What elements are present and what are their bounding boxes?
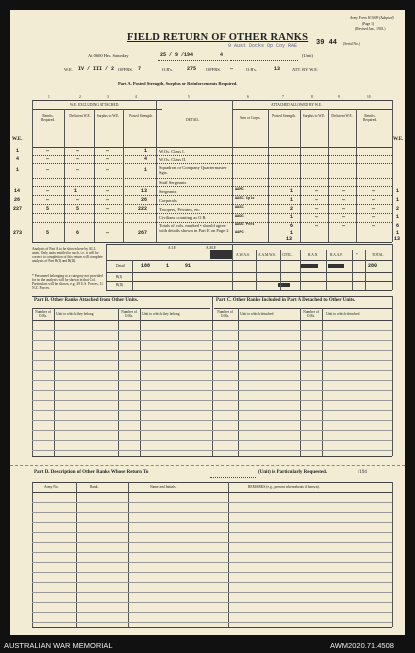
return-date: 25 / 9 /194 (160, 52, 194, 58)
analysis-star: * (356, 253, 358, 257)
row-detail: Civilians counting as O.R. (159, 215, 207, 220)
ors-att-label: O.R's. (246, 67, 258, 72)
ruled-line (32, 370, 392, 371)
row-we: 227 (13, 206, 23, 212)
row-c1: 5 (46, 206, 50, 212)
offrs-att-label: OFFRS. (206, 67, 221, 72)
part-c-title: Part C. Other Ranks Included in Part A Detached to Other Units. (216, 298, 356, 303)
form-title: FIELD RETURN OF OTHER RANKS (127, 32, 309, 43)
ruled-line (32, 380, 392, 381)
row-c2: 1 (74, 188, 78, 194)
head-deficient: Deficient W.E. (69, 114, 91, 118)
row-c8: — (315, 197, 319, 203)
row-we2: 2 (396, 206, 400, 212)
row-detail: W.Os. Class II. (159, 157, 187, 162)
form-sheet (10, 10, 405, 635)
part-b-title: Part B. Other Ranks Attached from Other Units. (34, 298, 139, 303)
row-c9: — (342, 188, 346, 194)
row-detail: Squadron or Company Quartermaster Sgts. (159, 165, 227, 175)
ruled-line (32, 420, 392, 421)
part-c-col-num: Number of O.Rs. (217, 310, 233, 318)
row-arm: AAOC Pvts (235, 223, 255, 227)
head-surplus-2: Surplus to W.E. (302, 114, 326, 118)
analysis-ran: R.A.N. (308, 253, 319, 257)
row-c9: — (342, 206, 346, 212)
analysis-value-3: 91 (185, 263, 192, 269)
ruled-line (32, 430, 392, 431)
revised-date: (Revised Jan., 1943.) (355, 27, 386, 31)
row-detail-totals: Totals of cols. marked • should agree with details shown in Part E on Page 2 (159, 223, 229, 233)
serial-number: 39 44 (316, 39, 338, 47)
part-d-unit-label: (Unit) is Particularly Requested. (258, 470, 328, 475)
row-c2: — (76, 197, 80, 203)
ruled-line (32, 450, 392, 451)
head-posted-strength: Posted Strength. (129, 114, 153, 118)
analysis-awas: A.W.A.S. (236, 253, 250, 257)
row-c10: — (372, 206, 376, 212)
row-we: 4 (16, 156, 20, 162)
row-we-total: 273 (13, 230, 23, 236)
we-side-right: W.E. (393, 137, 404, 142)
row-c10: — (372, 197, 376, 203)
row-we: 26 (14, 197, 21, 203)
row-c1: — (46, 197, 50, 203)
serial-label: (Serial No.) (343, 42, 360, 46)
ruled-line (32, 622, 392, 623)
row-c10: — (372, 223, 376, 229)
analysis-row-b2: B(II) (116, 283, 124, 287)
ruled-line (32, 350, 392, 351)
ruled-line (32, 542, 392, 543)
part-b-col-unit-2: Unit to which they belong (142, 312, 180, 316)
analysis-aif-value: 188 (141, 263, 151, 269)
total-c7: 13 (286, 236, 293, 242)
part-d-col-army-no: Army No. (44, 485, 59, 489)
analysis-row-b1: B(I) (116, 275, 122, 279)
row-c1: — (46, 188, 50, 194)
part-b-col-num-2: Number of O.Rs. (121, 310, 137, 318)
redaction-block (328, 264, 344, 268)
row-c4: 26 (141, 197, 148, 203)
col-num-5: 5 (188, 95, 190, 99)
ruled-line (32, 410, 392, 411)
total-we2: 13 (394, 236, 401, 242)
row-c4: 4 (144, 156, 148, 162)
row-we: 14 (14, 188, 21, 194)
analysis-total: TOTAL (372, 253, 384, 257)
part-a-title: Part A. Posted Strength, Surplus or Reinforcements Required. (118, 81, 238, 86)
row-c9: — (342, 214, 346, 220)
ruled-line (32, 440, 392, 441)
row-c7: 1 (290, 230, 294, 236)
row-c2: — (76, 148, 80, 154)
row-c7: 1 (290, 197, 294, 203)
col-num-3: 3 (107, 95, 109, 99)
part-d-col-name: Name and Initials. (150, 485, 177, 489)
we-label: W.E. (64, 67, 73, 72)
row-c4: 222 (138, 206, 148, 212)
row-c3: — (106, 156, 110, 162)
col-num-8: 8 (311, 95, 313, 99)
part-c-col-unit-2: Unit to which detached (326, 312, 360, 316)
col-num-7: 7 (282, 95, 284, 99)
ors-att-value: 13 (274, 66, 281, 72)
ruled-line (32, 390, 392, 391)
head-arm-corps: Arm or Corps. (239, 116, 261, 120)
analysis-row-detail: Detail (116, 264, 125, 268)
analysis-raaf: R.A.A.F. (330, 253, 343, 257)
row-c2: 5 (76, 206, 80, 212)
ruled-line (32, 340, 392, 341)
analysis-amf-value: 1 (166, 263, 170, 269)
head-surplus: Surplus to W.E. (96, 114, 120, 118)
row-arm: AASC (235, 206, 244, 210)
row-c3: — (106, 188, 110, 194)
analysis-total-value: 280 (368, 263, 378, 269)
ruled-line (32, 522, 392, 523)
part-b-col-num: Number of O.Rs. (35, 310, 51, 318)
part-d-title: Part D. Description of Other Ranks Whose Return To (34, 470, 149, 475)
ruled-line (32, 400, 392, 401)
row-we2: 1 (396, 188, 400, 194)
form-reference: Army Form W.3009 (Adapted) (350, 16, 394, 20)
archive-footer (0, 637, 415, 653)
ors-label: O.R's. (162, 67, 174, 72)
page-number: (Page 1) (362, 22, 375, 26)
row-c2-total: 6 (76, 230, 80, 236)
row-c4: 1 (144, 148, 148, 154)
ruled-line (32, 532, 392, 533)
row-detail: Staff Sergeants (159, 180, 187, 185)
head-reinfts-required: Reinfts. Required. (40, 114, 56, 122)
row-arm: AASC Cpls (235, 197, 255, 201)
row-arm: AAMC (235, 188, 244, 192)
footer-accession: AWM2020.71.4508 (330, 641, 394, 650)
row-c4: 13 (141, 188, 148, 194)
row-c1: — (46, 148, 50, 154)
offrs-value: 7 (138, 66, 142, 72)
row-c3: — (106, 148, 110, 154)
row-c2: — (76, 167, 80, 173)
part-c-col-num-2: Number of O.Rs. (303, 310, 319, 318)
part-d-date: /194 (358, 470, 367, 475)
row-we2: 6 (396, 223, 400, 229)
unit-stamp: 9 Aust Docks Op Coy RAE (228, 43, 298, 49)
col-num-2: 2 (79, 95, 81, 99)
part-d-col-rank: Rank. (90, 485, 99, 489)
row-c9: — (342, 223, 346, 229)
analysis-footnote: * Personnel belonging to a category not provided for in the analysis will be shown in that Col. Particulars will be shown, e.g. 29 U.S. Forces, 11 N.Z. Forces. (32, 274, 103, 290)
col-num-9: 9 (338, 95, 340, 99)
row-detail: Corporals (159, 198, 177, 203)
head-deficient-2: Deficient W.E. (331, 114, 353, 118)
group-left-header: W.E. EXCLUDING ATTACHED. (70, 103, 120, 107)
ruled-line (32, 602, 392, 603)
row-we: 1 (16, 148, 20, 154)
part-c-col-unit: Unit to which detached (240, 312, 274, 316)
row-c4-total: 267 (138, 230, 148, 236)
head-reinfts-2: Reinfts. Required. (362, 114, 378, 122)
col-num-6: 6 (247, 95, 249, 99)
part-b-col-unit: Unit to which they belong (56, 312, 94, 316)
unit-label: (Unit) (302, 53, 313, 58)
ors-value: 275 (187, 66, 197, 72)
row-c7: 6 (290, 223, 294, 229)
row-c1-total: 5 (46, 230, 50, 236)
offrs-label: OFFRS. (118, 67, 133, 72)
row-c8: — (315, 214, 319, 220)
offrs-att-value: — (230, 66, 234, 72)
ruled-line (32, 552, 392, 553)
we-side-left: W.E. (12, 137, 23, 142)
row-c3: — (106, 206, 110, 212)
part-d-col-remarks: REMARKS (e.g., present whereabouts if known). (248, 485, 320, 489)
group-right-header: ATTACHED ALLOWED BY W.E. (271, 103, 322, 107)
row-detail: Troopers, Privates, etc. (159, 207, 201, 212)
row-c3: — (106, 197, 110, 203)
redaction-block (210, 250, 232, 259)
row-we2: 1 (396, 214, 400, 220)
ruled-line (32, 582, 392, 583)
ruled-line (32, 572, 392, 573)
footer-institution: AUSTRALIAN WAR MEMORIAL (4, 641, 113, 650)
analysis-aif: A.I.F. (168, 246, 177, 250)
ruled-line (32, 512, 392, 513)
ruled-line (32, 360, 392, 361)
row-we: 1 (16, 167, 20, 173)
att-by-we-label: ATT. BY W.E. (292, 67, 319, 72)
ruled-line (32, 592, 392, 593)
ruled-line (32, 612, 392, 613)
row-detail: Sergeants (159, 189, 177, 194)
col-num-10: 10 (367, 95, 371, 99)
row-c4: 1 (144, 167, 148, 173)
redaction-block (300, 264, 318, 268)
row-c7: 1 (290, 214, 294, 220)
row-c7: 2 (290, 206, 294, 212)
analysis-aamws: A.A.M.W.S. (258, 253, 276, 257)
ruled-line (32, 330, 392, 331)
row-c1: — (46, 167, 50, 173)
col-num-1: 1 (48, 95, 50, 99)
row-c8: — (315, 188, 319, 194)
col-num-4: 4 (135, 95, 137, 99)
ruled-line (32, 562, 392, 563)
row-arm: AAOC (235, 215, 244, 219)
row-c9: — (342, 197, 346, 203)
analysis-civil: CIVIL. (282, 253, 293, 257)
row-c8: — (315, 206, 319, 212)
we-value: IV / III / 2 (78, 66, 115, 72)
row-c3-total: — (106, 230, 110, 236)
row-c3: — (106, 167, 110, 173)
row-we2: 1 (396, 230, 400, 236)
row-c7: 1 (290, 188, 294, 194)
ruled-line (32, 502, 392, 503)
row-c10: — (372, 188, 376, 194)
row-c8: — (315, 223, 319, 229)
analysis-amf: A.M.F. (206, 246, 217, 250)
analysis-note: Analysis of Part A to be shown here by ALL units. Only units entitled to such, i.e. it will be correct to completion of this return will complete analysis of Part B(I) and B(II). (32, 247, 103, 263)
head-detail: DETAIL. (186, 118, 200, 122)
row-c1: — (46, 156, 50, 162)
at-hours-label: At 0600 Hrs. Saturday (88, 53, 129, 58)
row-arm: AAPC (235, 231, 244, 235)
year-suffix: 4 (220, 52, 224, 58)
row-we2: 1 (396, 197, 400, 203)
row-detail: W.Os. Class I. (159, 149, 185, 154)
row-c2: — (76, 156, 80, 162)
row-c10: — (372, 214, 376, 220)
head-posted-strength-2: Posted Strength. (272, 114, 296, 118)
